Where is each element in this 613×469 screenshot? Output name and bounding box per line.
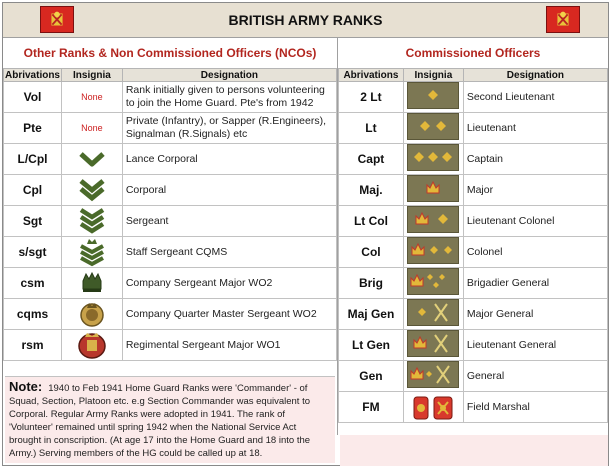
rank-abbr: Brig — [339, 268, 404, 299]
rank-designation: Company Quarter Master Sergeant WO2 — [122, 299, 336, 330]
table-row — [4, 206, 337, 237]
army-flag-icon — [546, 6, 580, 33]
rank-abbr: Lt Gen — [339, 330, 404, 361]
rank-designation: Sergeant — [122, 206, 336, 237]
rank-designation: Rank initially given to persons volunteering to join the Home Guard. Pte's from 1942 — [122, 82, 336, 113]
table-header — [4, 69, 337, 82]
rank-designation: Lieutenant Colonel — [463, 206, 607, 237]
rank-designation: Corporal — [122, 175, 336, 206]
rank-designation: Captain — [463, 144, 607, 175]
table-row — [4, 237, 337, 268]
ncos-table — [3, 68, 337, 361]
rank-designation: Brigadier General — [463, 268, 607, 299]
crown-three-pips-icon — [407, 268, 459, 295]
one-pip-icon — [407, 82, 459, 109]
rank-designation: Major General — [463, 299, 607, 330]
rank-abbr: Lt Col — [339, 206, 404, 237]
rank-chart — [2, 2, 609, 466]
crown-two-pips-icon — [407, 237, 459, 264]
table-row — [339, 144, 608, 175]
rank-abbr: csm — [4, 268, 62, 299]
rank-abbr: cqms — [4, 299, 62, 330]
note-text: 1940 to Feb 1941 Home Guard Ranks were 'Commander' - of Squad, Section, Platoon etc. e.g Section Commander was equivalent to Corporal. Regular Army Ranks were adopted in 1941. The rank of 'Volunteer' remained until spring 1942 when the National Service Act brought in conscription. (At age 17 into the Home Guard and 18 into the Army.) Serving members of the HG could be called up at 18. — [9, 383, 311, 459]
rank-designation: Staff Sergeant CQMS — [122, 237, 336, 268]
table-row — [339, 113, 608, 144]
three-pips-icon — [407, 144, 459, 171]
crown-pip-crossed-sword-icon — [407, 361, 459, 388]
col-abbr: Abrivations — [339, 69, 404, 82]
rank-designation: Colonel — [463, 237, 607, 268]
crown-icon — [407, 175, 459, 202]
table-row — [4, 144, 337, 175]
rank-abbr: rsm — [4, 330, 62, 361]
rank-abbr: Pte — [4, 113, 62, 144]
table-row — [4, 113, 337, 144]
rank-abbr: s/sgt — [4, 237, 62, 268]
rank-abbr: Lt — [339, 113, 404, 144]
ncos-heading: Other Ranks & Non Commissioned Officers (NCOs) — [23, 46, 317, 60]
rank-abbr: FM — [339, 392, 404, 423]
rank-designation: Field Marshal — [463, 392, 607, 423]
right-footer-band — [340, 435, 608, 466]
table-row — [339, 175, 608, 206]
rank-abbr: 2 Lt — [339, 82, 404, 113]
chevrons-crown-icon — [61, 237, 122, 268]
three-chevrons-icon — [61, 206, 122, 237]
rank-designation: Lieutenant General — [463, 330, 607, 361]
two-chevrons-icon — [61, 175, 122, 206]
rank-designation: General — [463, 361, 607, 392]
rank-abbr: Cpl — [4, 175, 62, 206]
one-chevron-icon — [61, 144, 122, 175]
rank-abbr: Col — [339, 237, 404, 268]
crown-pip-icon — [407, 206, 459, 233]
col-insignia: Insignia — [403, 69, 463, 82]
table-row — [339, 361, 608, 392]
col-abbr: Abrivations — [4, 69, 60, 81]
page-title: BRITISH ARMY RANKS — [228, 12, 383, 28]
col-insignia: Insignia — [61, 69, 122, 82]
crown-badge-icon — [61, 268, 122, 299]
rank-abbr: Maj Gen — [339, 299, 404, 330]
table-row — [339, 330, 608, 361]
note-label: Note: — [9, 379, 43, 394]
rank-designation: Company Sergeant Major WO2 — [122, 268, 336, 299]
rank-abbr: Maj. — [339, 175, 404, 206]
table-row — [4, 268, 337, 299]
rank-abbr: Sgt — [4, 206, 62, 237]
table-row — [4, 82, 337, 113]
table-row — [4, 299, 337, 330]
table-row — [339, 268, 608, 299]
rank-abbr: Vol — [4, 82, 62, 113]
table-row — [339, 82, 608, 113]
officers-table — [338, 68, 608, 423]
wreath-crown-icon — [61, 299, 122, 330]
table-row — [339, 206, 608, 237]
rank-designation: Regimental Sergeant Major WO1 — [122, 330, 336, 361]
pip-crossed-sword-icon — [407, 299, 459, 326]
crown-crossed-sword-icon — [407, 330, 459, 357]
rank-designation: Lance Corporal — [122, 144, 336, 175]
rank-abbr: Capt — [339, 144, 404, 175]
rank-designation: Major — [463, 175, 607, 206]
table-row — [4, 175, 337, 206]
rank-abbr: Gen — [339, 361, 404, 392]
table-row — [339, 237, 608, 268]
officers-heading: Commissioned Officers — [405, 46, 541, 60]
rank-designation: Second Lieutenant — [463, 82, 607, 113]
title-bar — [3, 3, 608, 38]
col-designation: Designation — [122, 69, 336, 82]
table-header — [339, 69, 608, 82]
insignia-none: None — [61, 113, 122, 144]
table-row — [339, 392, 608, 423]
col-designation: Designation — [463, 69, 607, 82]
table-row — [339, 299, 608, 330]
royal-arms-icon — [61, 330, 122, 361]
table-row — [4, 330, 337, 361]
rank-abbr: L/Cpl — [4, 144, 62, 175]
two-pips-icon — [407, 113, 459, 140]
rank-designation: Lieutenant — [463, 113, 607, 144]
note-box — [5, 376, 335, 463]
field-marshal-icon — [408, 393, 458, 421]
rank-designation: Private (Infantry), or Sapper (R.Engineers), Signalman (R.Signals) etc — [122, 113, 336, 144]
insignia-none: None — [61, 82, 122, 113]
